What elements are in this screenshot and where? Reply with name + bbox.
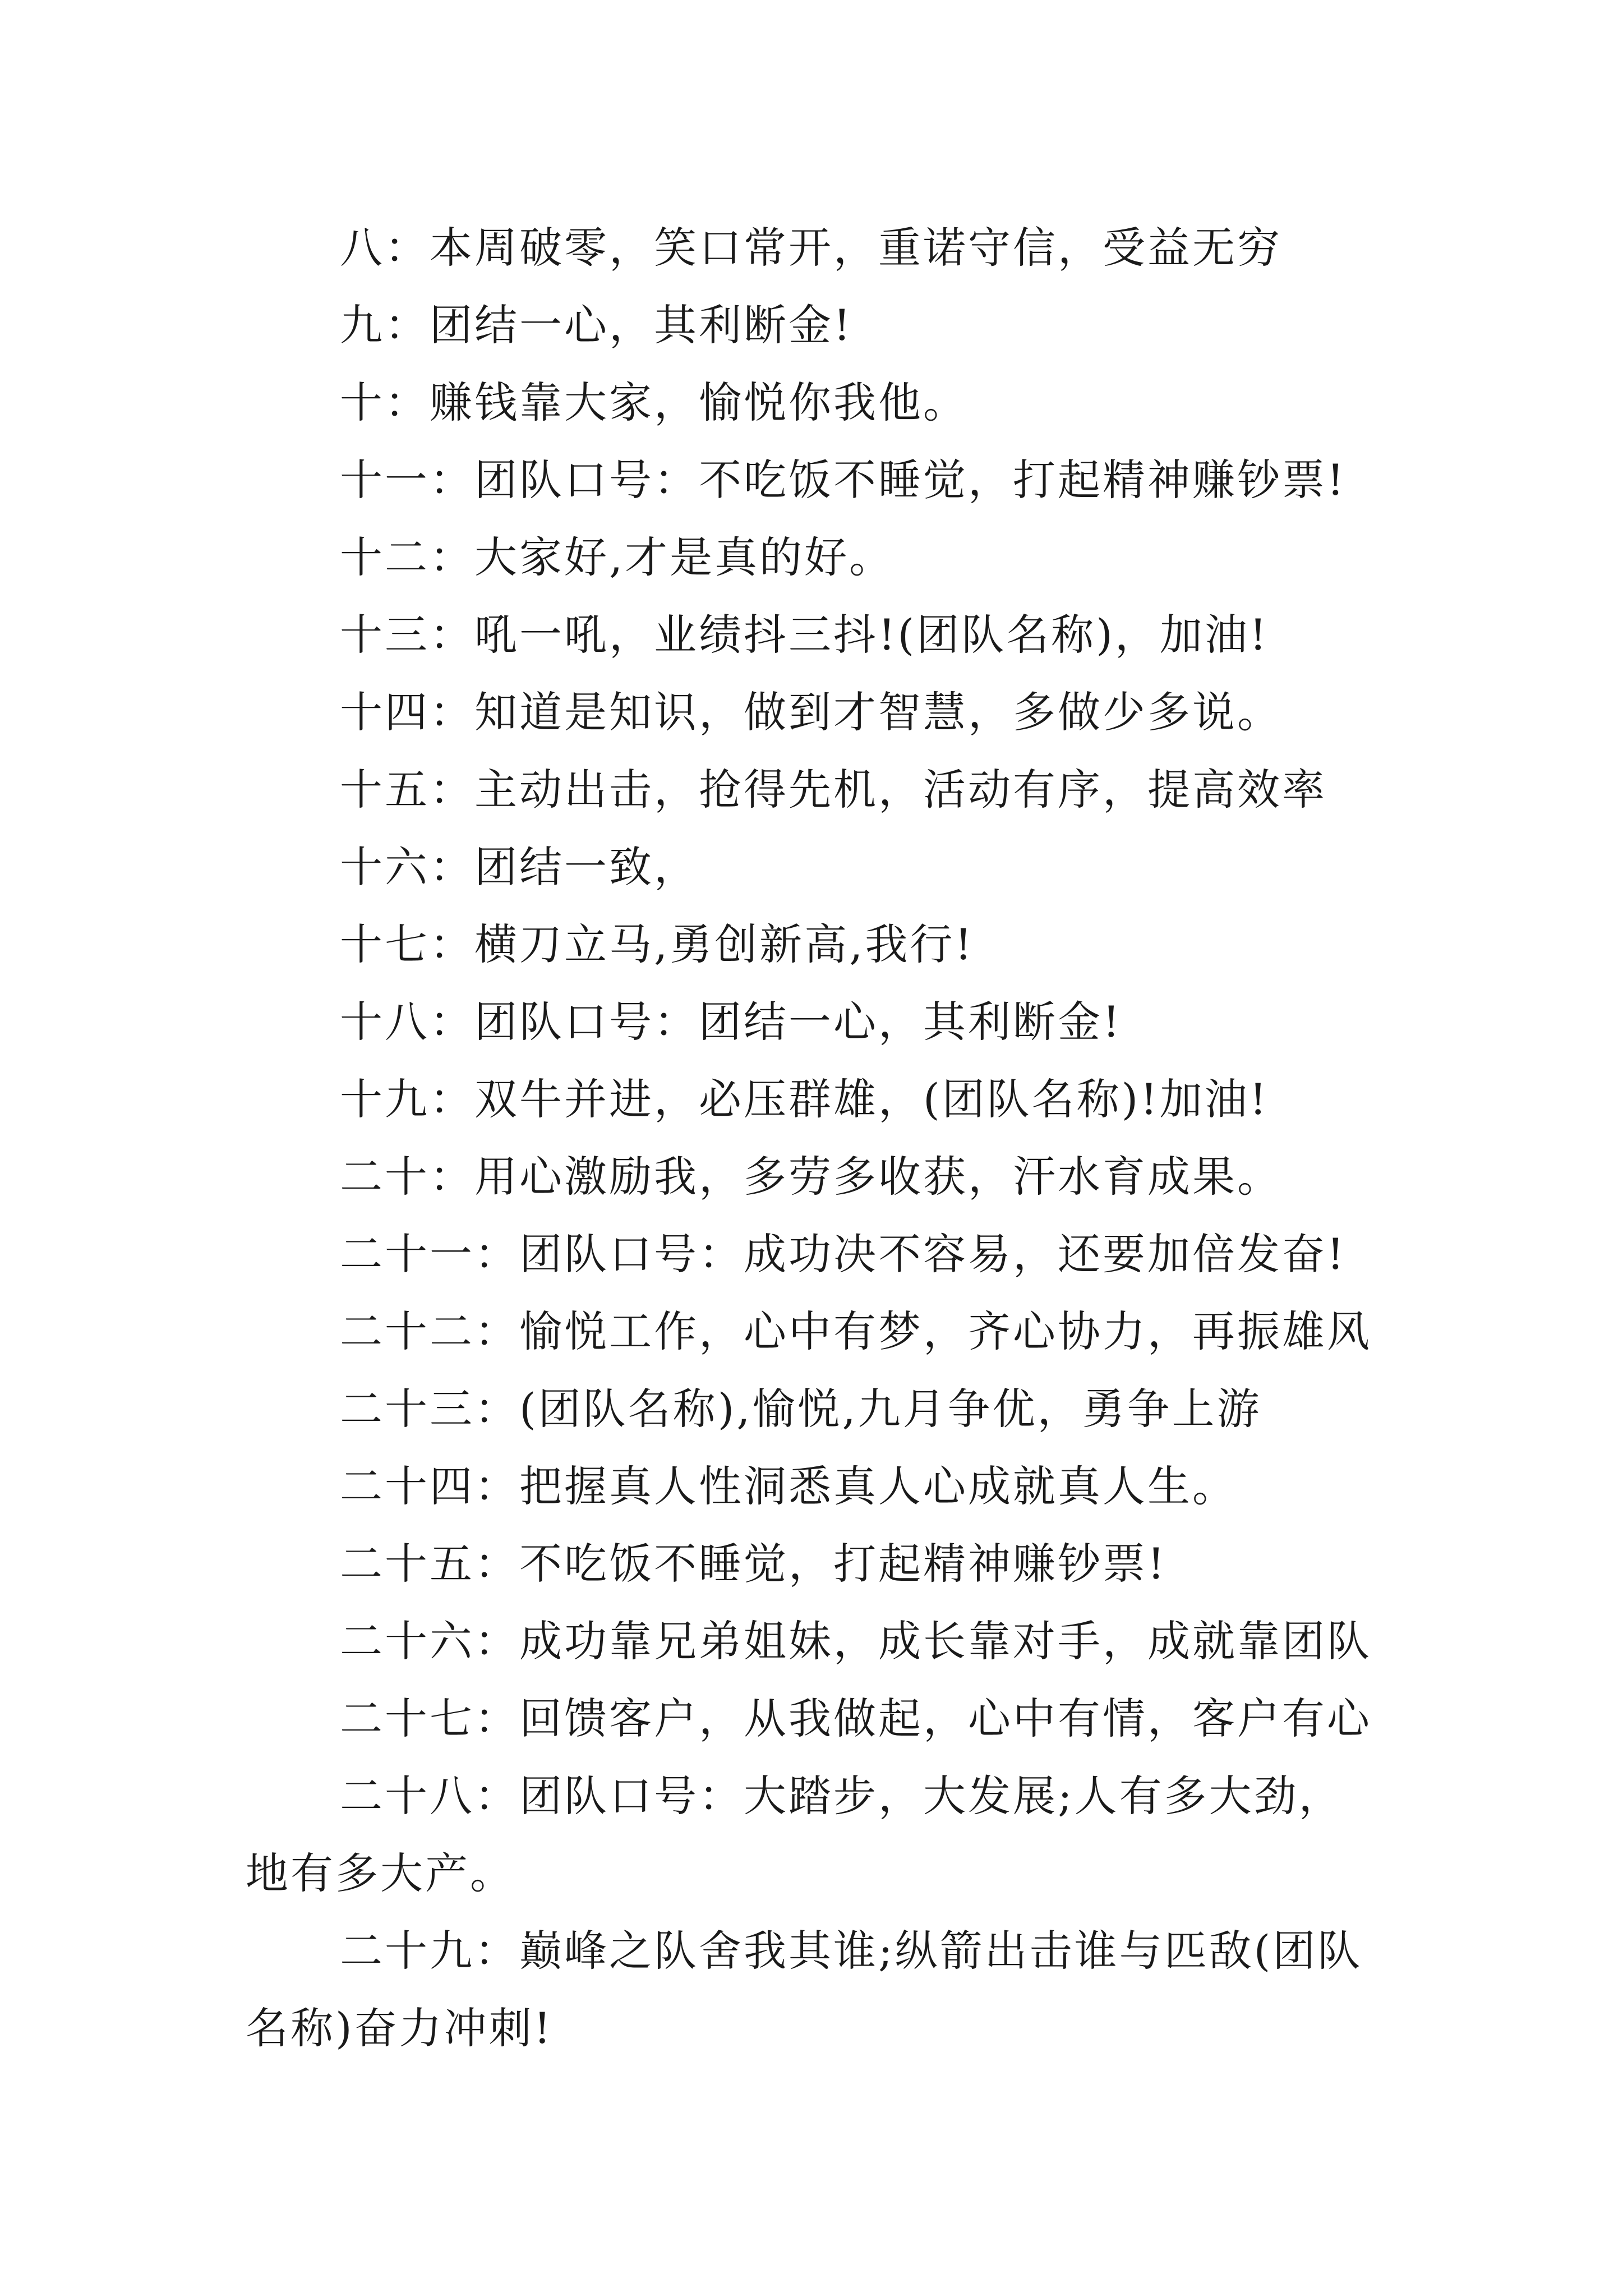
slogan-paragraph: 九：团结一心，其利断金! xyxy=(340,300,853,350)
slogan-list xyxy=(246,209,1384,2067)
slogan-paragraph: 十九：双牛并进，必压群雄，(团队名称)!加油! xyxy=(340,1074,1269,1124)
slogan-paragraph: 二十四：把握真人性洞悉真人心成就真人生。 xyxy=(340,1461,1237,1511)
slogan-paragraph: 十三：吼一吼，业绩抖三抖!(团队名称)，加油! xyxy=(340,610,1269,660)
slogan-paragraph: 十：赚钱靠大家，愉悦你我他。 xyxy=(340,378,968,427)
slogan-paragraph: 十五：主动出击，抢得先机，活动有序，提高效率 xyxy=(340,765,1327,815)
slogan-paragraph: 二十三：(团队名称),愉悦,九月争优，勇争上游 xyxy=(340,1384,1262,1434)
slogan-paragraph: 十六：团结一致， xyxy=(340,842,699,892)
slogan-paragraph: 十二：大家好,才是真的好。 xyxy=(340,532,895,582)
slogan-paragraph: 二十九：巅峰之队舍我其谁;纵箭出击谁与匹敌(团队名称)奋力冲刺! xyxy=(246,1926,1363,2053)
slogan-paragraph: 十四：知道是知识，做到才智慧，多做少多说。 xyxy=(340,687,1282,737)
slogan-paragraph: 十一：团队口号：不吃饭不睡觉，打起精神赚钞票! xyxy=(340,455,1347,505)
slogan-paragraph: 二十二：愉悦工作，心中有梦，齐心协力，再振雄风 xyxy=(340,1306,1372,1356)
slogan-paragraph: 八：本周破零，笑口常开，重诺守信，受益无穷 xyxy=(340,223,1282,273)
slogan-paragraph: 二十六：成功靠兄弟姐妹，成长靠对手，成就靠团队 xyxy=(340,1616,1372,1666)
slogan-paragraph: 二十七：回馈客户，从我做起，心中有情，客户有心 xyxy=(340,1694,1372,1743)
slogan-paragraph: 十八：团队口号：团结一心，其利断金! xyxy=(340,997,1122,1047)
slogan-paragraph: 十七：横刀立马,勇创新高,我行! xyxy=(340,919,974,969)
slogan-paragraph: 二十一：团队口号：成功决不容易，还要加倍发奋! xyxy=(340,1229,1347,1279)
slogan-paragraph: 二十八：团队口号：大踏步，大发展;人有多大劲，地有多大产。 xyxy=(246,1771,1344,1898)
slogan-paragraph: 二十：用心激励我，多劳多收获，汗水育成果。 xyxy=(340,1152,1282,1202)
slogan-paragraph: 二十五：不吃饭不睡觉，打起精神赚钞票! xyxy=(340,1539,1167,1589)
